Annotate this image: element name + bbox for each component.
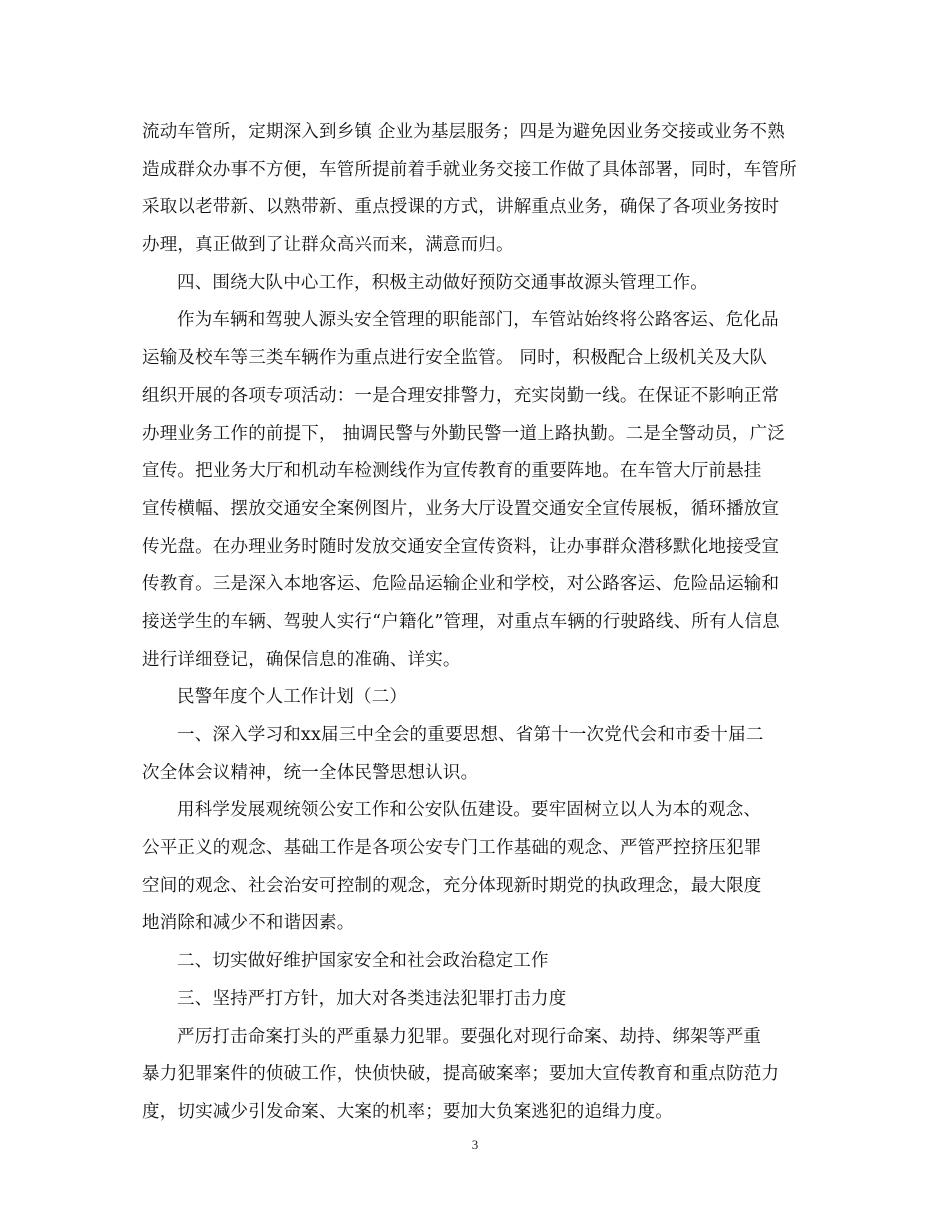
text-line: 采取以老带新、以熟带新、重点授课的方式，讲解重点业务，确保了各项业务按时 (142, 197, 780, 218)
text-line: 运输及校车等三类车辆作为重点进行安全监管。 同时，积极配合上级机关及大队 (142, 348, 768, 369)
text-line: 宣传横幅、摆放交通安全案例图片，业务大厅设置交通安全宣传展板，循环播放宣 (142, 498, 780, 519)
text-line: 传教育。三是深入本地客运、危险品运输企业和学校，对公路客运、危险品运输和 (142, 574, 780, 595)
section-heading: 二、切实做好维护国家安全和社会政治稳定工作 (177, 951, 549, 972)
paragraph-start: 作为车辆和驾驶人源头安全管理的职能部门，车管站始终将公路客运、危化品 (177, 310, 779, 331)
text-line: 造成群众办事不方便，车管所提前着手就业务交接工作做了具体部署，同时，车管所 (142, 159, 797, 180)
text-line: 空间的观念、社会治安可控制的观念，充分体现新时期党的执政理念，最大限度 (142, 875, 762, 896)
text-line: 次全体会议精神，统一全体民警思想认识。 (142, 762, 479, 783)
paragraph-start: 严厉打击命案打头的严重暴力犯罪。要强化对现行命案、劫持、绑架等严重 (177, 1026, 762, 1047)
section-heading: 三、坚持严打方针，加大对各类违法犯罪打击力度 (177, 988, 567, 1009)
text-line: 度，切实减少引发命案、大案的机率；要加大负案逃犯的追缉力度。 (142, 1101, 673, 1122)
text-line: 接送学生的车辆、驾驶人实行“户籍化”管理，对重点车辆的行驶路线、所有人信息 (142, 611, 780, 632)
paragraph-start: 用科学发展观统领公安工作和公安队伍建设。要牢固树立以人为本的观念、 (177, 800, 762, 821)
page-number: 3 (471, 1137, 479, 1152)
text-line: 宣传。把业务大厅和机动车检测线作为宣传教育的重要阵地。在车管大厅前悬挂 (142, 461, 762, 482)
section-heading: 一、深入学习和xx届三中全会的重要思想、省第十一次党代会和市委十届二 (177, 725, 764, 745)
section-heading: 四、围绕大队中心工作，积极主动做好预防交通事故源头管理工作。 (177, 272, 708, 293)
text-line: 流动车管所，定期深入到乡镇 企业为基层服务；四是为避免因业务交接或业务不熟 (142, 122, 785, 142)
document-body (142, 114, 810, 1132)
text-line: 暴力犯罪案件的侦破工作，快侦快破，提高破案率；要加大宣传教育和重点防范力 (142, 1064, 780, 1085)
text-line: 地消除和减少不和谐因素。 (142, 913, 355, 934)
text-line: 办理，真正做到了让群众高兴而来，满意而归。 (142, 235, 514, 256)
text-line: 进行详细登记，确保信息的准确、详实。 (142, 649, 461, 670)
document-subtitle: 民警年度个人工作计划（二） (177, 687, 408, 708)
text-line: 组织开展的各项专项活动：一是合理安排警力，充实岗勤一线。在保证不影响正常 (142, 385, 780, 406)
text-line: 公平正义的观念、基础工作是各项公安专门工作基础的观念、严管严控挤压犯罪 (142, 838, 762, 859)
text-line: 传光盘。在办理业务时随时发放交通安全宣传资料，让办事群众潜移默化地接受宣 (142, 536, 780, 557)
text-line: 办理业务工作的前提下， 抽调民警与外勤民警一道上路执勤。二是全警动员，广泛 (142, 423, 785, 444)
